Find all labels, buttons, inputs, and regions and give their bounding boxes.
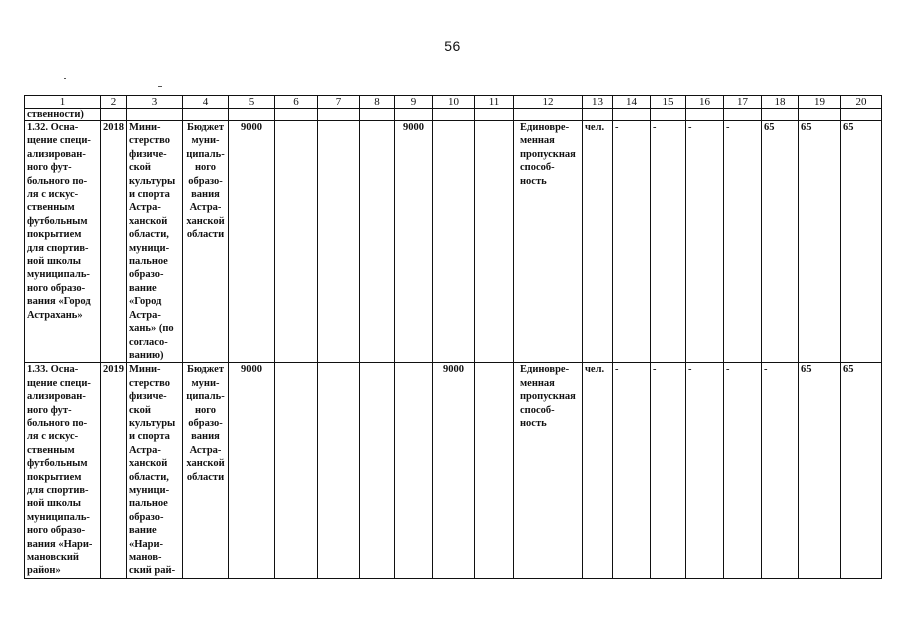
continuation-text: ственности) [25, 109, 101, 121]
value-col-14: - [613, 363, 651, 579]
value-col-17: - [724, 121, 762, 363]
table-cell [651, 109, 686, 121]
unit-cell: чел. [583, 121, 613, 363]
table-row [25, 363, 882, 579]
table-cell [395, 109, 433, 121]
table-cell [275, 109, 318, 121]
year-cell: 2019 [101, 363, 127, 579]
col-header-20: 20 [841, 96, 882, 109]
data-table [24, 95, 882, 579]
table-cell [613, 109, 651, 121]
value-col-18: 65 [762, 121, 799, 363]
amount-col-8 [360, 121, 395, 363]
col-header-7: 7 [318, 96, 360, 109]
executor-cell: Мини- стерство физиче- ской культуры и спорта Астра- ханской области, муници- пальное образо- вание «Нари- манов- ский рай- [127, 363, 183, 579]
value-col-16: - [686, 363, 724, 579]
scan-speck [158, 86, 162, 87]
value-col-18: - [762, 363, 799, 579]
table-cell [724, 109, 762, 121]
table-cell [360, 109, 395, 121]
amount-col-9: 9000 [395, 121, 433, 363]
col-header-8: 8 [360, 96, 395, 109]
value-col-15: - [651, 363, 686, 579]
total-amount-cell: 9000 [229, 363, 275, 579]
table-cell [433, 109, 475, 121]
col-header-18: 18 [762, 96, 799, 109]
amount-col-6 [275, 121, 318, 363]
col-header-19: 19 [799, 96, 841, 109]
value-col-15: - [651, 121, 686, 363]
col-header-2: 2 [101, 96, 127, 109]
executor-cell: Мини- стерство физиче- ской культуры и спорта Астра- ханской области, муници- пальное образо- вание «Город Астра- хань» (по согласо- ванию) [127, 121, 183, 363]
table-cell [183, 109, 229, 121]
page-number: 56 [444, 38, 461, 54]
value-col-20: 65 [841, 363, 882, 579]
col-header-17: 17 [724, 96, 762, 109]
col-header-5: 5 [229, 96, 275, 109]
amount-col-10 [433, 121, 475, 363]
amount-col-9 [395, 363, 433, 579]
amount-col-11 [475, 121, 514, 363]
table-cell [841, 109, 882, 121]
indicator-cell: Единовре- менная пропускная способ- ность [514, 121, 583, 363]
value-col-16: - [686, 121, 724, 363]
total-amount-cell: 9000 [229, 121, 275, 363]
table-cell [799, 109, 841, 121]
table-cell [686, 109, 724, 121]
col-header-15: 15 [651, 96, 686, 109]
value-col-19: 65 [799, 121, 841, 363]
continuation-row [25, 109, 882, 121]
table-cell [127, 109, 183, 121]
col-header-3: 3 [127, 96, 183, 109]
measure-name: 1.33. Осна- щение специ- ализирован- ного фут- больного по- ля с искус- ственным футбольным покрытием для спортив- ной школы муниципаль- ного образо- вания «Нари- мановский район» [25, 363, 101, 579]
amount-col-7 [318, 363, 360, 579]
table-row [25, 121, 882, 363]
col-header-12: 12 [514, 96, 583, 109]
measure-name: 1.32. Осна- щение специ- ализирован- ного фут- больного по- ля с искус- ственным футбольным покрытием для спортив- ной школы муниципаль- ного образо- вания «Город Астрахань» [25, 121, 101, 363]
col-header-10: 10 [433, 96, 475, 109]
col-header-16: 16 [686, 96, 724, 109]
table-cell [101, 109, 127, 121]
funding-source-cell: Бюджет муни- ципаль- ного образо- вания Астра- ханской области [183, 121, 229, 363]
unit-cell: чел. [583, 363, 613, 579]
col-header-13: 13 [583, 96, 613, 109]
table-cell [514, 109, 583, 121]
col-header-14: 14 [613, 96, 651, 109]
col-header-11: 11 [475, 96, 514, 109]
table-cell [229, 109, 275, 121]
col-header-1: 1 [25, 96, 101, 109]
indicator-cell: Единовре- менная пропускная способ- ность [514, 363, 583, 579]
funding-source-cell: Бюджет муни- ципаль- ного образо- вания Астра- ханской области [183, 363, 229, 579]
column-number-row [25, 96, 882, 109]
year-cell: 2018 [101, 121, 127, 363]
value-col-17: - [724, 363, 762, 579]
amount-col-11 [475, 363, 514, 579]
amount-col-7 [318, 121, 360, 363]
scan-speck [64, 78, 66, 79]
value-col-20: 65 [841, 121, 882, 363]
col-header-6: 6 [275, 96, 318, 109]
table-cell [583, 109, 613, 121]
amount-col-10: 9000 [433, 363, 475, 579]
value-col-14: - [613, 121, 651, 363]
col-header-9: 9 [395, 96, 433, 109]
value-col-19: 65 [799, 363, 841, 579]
col-header-4: 4 [183, 96, 229, 109]
amount-col-8 [360, 363, 395, 579]
table-cell [475, 109, 514, 121]
table-cell [318, 109, 360, 121]
amount-col-6 [275, 363, 318, 579]
table-cell [762, 109, 799, 121]
